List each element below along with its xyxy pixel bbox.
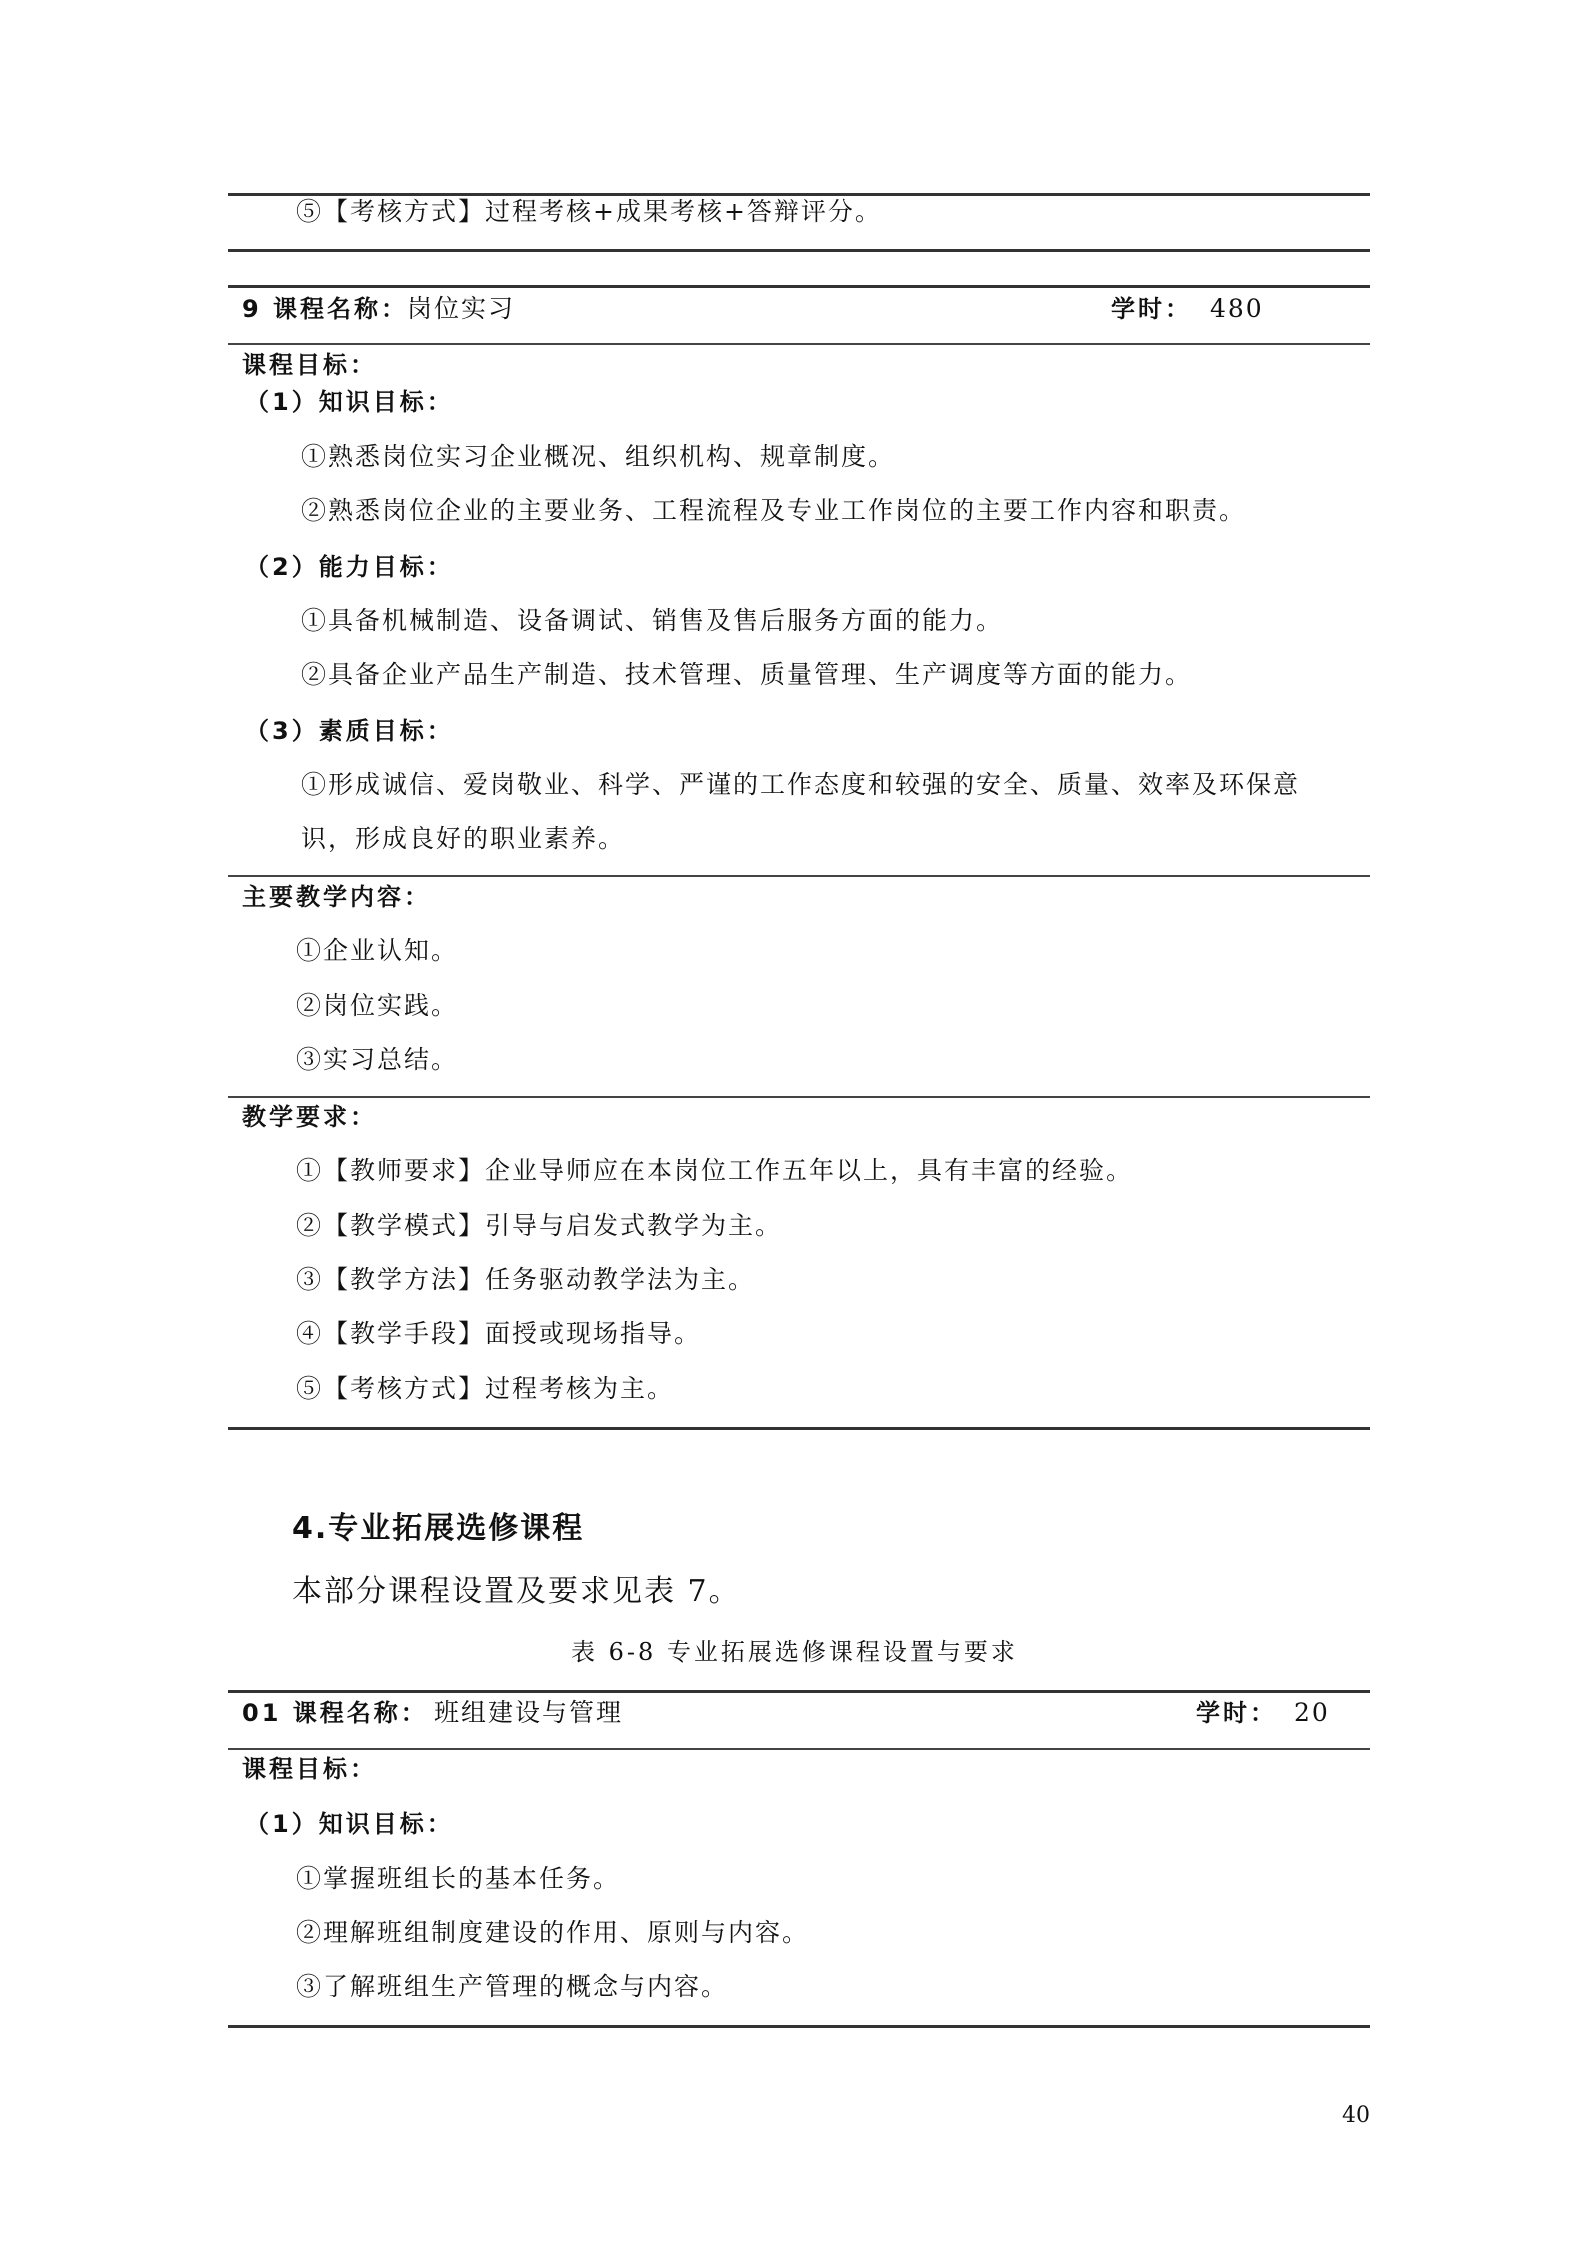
course9-hours-label: 学时：: [1111, 295, 1192, 323]
course9-content-title: 主要教学内容：: [242, 883, 431, 911]
course9-goals-title: 课程目标：: [242, 351, 377, 379]
course01-name-label: 01 课程名称：: [242, 1699, 428, 1727]
table-caption: 表 6-8 专业拓展选修课程设置与要求: [571, 1638, 1018, 1666]
course01-row-divider: [228, 1748, 1370, 1750]
course9-req-item: ③【教学方法】任务驱动教学法为主。: [296, 1265, 756, 1294]
course01-knowledge-item: ③了解班组生产管理的概念与内容。: [296, 1972, 729, 2001]
course9-row-divider: [228, 343, 1370, 345]
course01-hours-value: 20: [1294, 1698, 1330, 1727]
course9-content-item: ①企业认知。: [296, 936, 459, 965]
course01-top-rule: [228, 1690, 1370, 1693]
course9-ability-title: （2）能力目标：: [245, 553, 454, 581]
table-bottom-rule: [228, 249, 1370, 252]
section-intro: 本部分课程设置及要求见表 7。: [292, 1574, 741, 1609]
course9-name-label: 9 课程名称：: [242, 295, 409, 323]
course9-req-item: ②【教学模式】引导与启发式教学为主。: [296, 1211, 783, 1240]
course9-content-divider: [228, 1096, 1370, 1098]
course9-content-item: ②岗位实践。: [296, 991, 459, 1020]
section-heading: 4.专业拓展选修课程: [292, 1511, 585, 1546]
course9-req-item: ④【教学手段】面授或现场指导。: [296, 1319, 702, 1348]
course9-knowledge-title: （1）知识目标：: [245, 388, 454, 416]
course9-goals-divider: [228, 875, 1370, 877]
course01-knowledge-title: （1）知识目标：: [245, 1810, 454, 1838]
course9-req-item: ⑤【考核方式】过程考核为主。: [296, 1374, 675, 1403]
course9-quality-item: 识，形成良好的职业素养。: [301, 824, 626, 853]
course01-knowledge-item: ①掌握班组长的基本任务。: [296, 1864, 621, 1893]
course01-goals-title: 课程目标：: [242, 1755, 377, 1783]
course9-req-title: 教学要求：: [242, 1103, 377, 1131]
course9-quality-title: （3）素质目标：: [245, 717, 454, 745]
course9-ability-item: ②具备企业产品生产制造、技术管理、质量管理、生产调度等方面的能力。: [301, 660, 1193, 689]
course01-bottom-rule: [228, 2025, 1370, 2028]
course9-bottom-rule: [228, 1427, 1370, 1430]
assessment-item: ⑤【考核方式】过程考核+成果考核+答辩评分。: [296, 197, 882, 226]
course9-knowledge-item: ②熟悉岗位企业的主要业务、工程流程及专业工作岗位的主要工作内容和职责。: [301, 496, 1247, 525]
course9-ability-item: ①具备机械制造、设备调试、销售及售后服务方面的能力。: [301, 606, 1004, 635]
course01-name-value: 班组建设与管理: [434, 1698, 624, 1727]
course9-knowledge-item: ①熟悉岗位实习企业概况、组织机构、规章制度。: [301, 442, 896, 471]
course01-hours-label: 学时：: [1196, 1699, 1277, 1727]
page-number: 40: [1342, 2103, 1370, 2128]
course9-name-value: 岗位实习: [407, 294, 516, 323]
course01-knowledge-item: ②理解班组制度建设的作用、原则与内容。: [296, 1918, 810, 1947]
course9-req-item: ①【教师要求】企业导师应在本岗位工作五年以上，具有丰富的经验。: [296, 1156, 1134, 1185]
course9-content-item: ③实习总结。: [296, 1045, 459, 1074]
course9-hours-value: 480: [1210, 294, 1264, 323]
course9-top-rule: [228, 285, 1370, 288]
course9-quality-item: ①形成诚信、爱岗敬业、科学、严谨的工作态度和较强的安全、质量、效率及环保意: [301, 770, 1301, 799]
